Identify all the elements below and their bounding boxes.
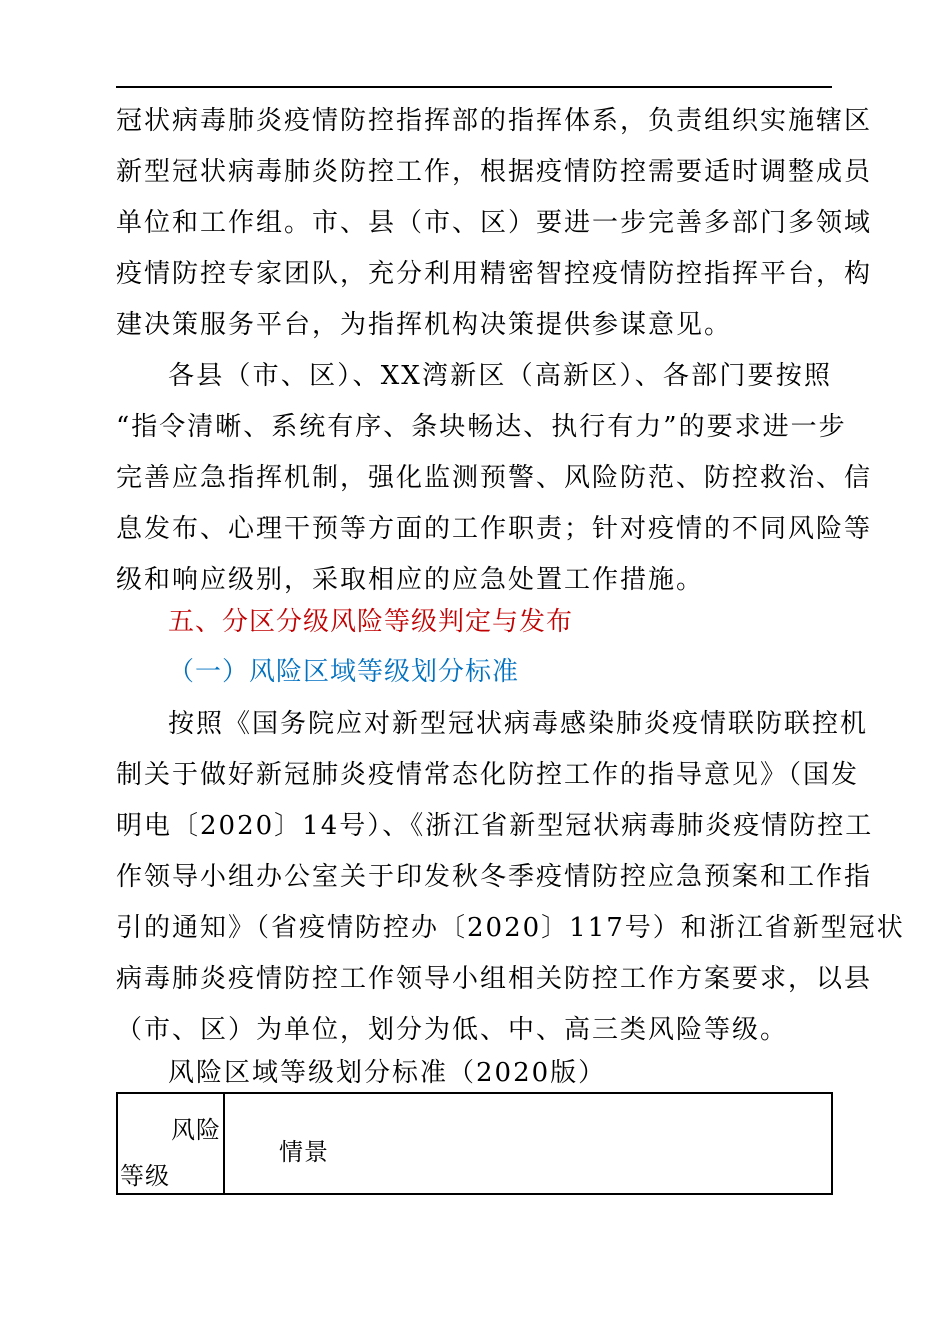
risk-level-table [116, 1092, 833, 1195]
paragraph-1-line-1: 冠状病毒肺炎疫情防控指挥部的指挥体系，负责组织实施辖区 [116, 106, 873, 136]
header-cell-risk-level [117, 1093, 224, 1194]
paragraph-1-line-3: 单位和工作组。市、县（市、区）要进一步完善多部门多领域 [116, 208, 873, 238]
paragraph-3-line-4: 作领导小组办公室关于印发秋冬季疫情防控应急预案和工作指 [116, 862, 873, 892]
header-scenario-label: 情景 [279, 1138, 329, 1166]
paragraph-2-line-5: 级和响应级别，采取相应的应急处置工作措施。 [116, 565, 705, 595]
header-risk-label: 风险 [171, 1116, 221, 1144]
header-rule [116, 86, 832, 88]
subsection-heading: （一）风险区域等级划分标准 [168, 657, 520, 687]
paragraph-1-line-5: 建决策服务平台，为指挥机构决策提供参谋意见。 [116, 310, 733, 340]
paragraph-2-line-2: “指令清晰、系统有序、条块畅达、执行有力”的要求进一步 [116, 412, 847, 442]
table-header-row [117, 1093, 832, 1194]
paragraph-1-line-4: 疫情防控专家团队，充分利用精密智控疫情防控指挥平台，构 [116, 259, 873, 289]
section-heading: 五、分区分级风险等级判定与发布 [168, 607, 574, 637]
paragraph-3-line-2: 制关于做好新冠肺炎疫情常态化防控工作的指导意见》（国发 [116, 760, 860, 790]
paragraph-2-line-4: 息发布、心理干预等方面的工作职责；针对疫情的不同风险等 [116, 514, 873, 544]
header-level-label: 等级 [120, 1162, 170, 1190]
paragraph-3-line-1: 按照《国务院应对新型冠状病毒感染肺炎疫情联防联控机 [168, 709, 869, 739]
paragraph-3-line-7: （市、区）为单位，划分为低、中、高三类风险等级。 [116, 1015, 789, 1045]
header-cell-scenario [224, 1093, 832, 1194]
paragraph-1-line-2: 新型冠状病毒肺炎防控工作，根据疫情防控需要适时调整成员 [116, 157, 873, 187]
paragraph-3-line-3: 明电〔2020〕14号）、《浙江省新型冠状病毒肺炎疫情防控工 [116, 811, 874, 841]
paragraph-3-line-5: 引的通知》（省疫情防控办〔2020〕117号）和浙江省新型冠状 [116, 913, 905, 943]
paragraph-2-line-3: 完善应急指挥机制，强化监测预警、风险防范、防控救治、信 [116, 463, 873, 493]
paragraph-2-line-1: 各县（市、区）、XX湾新区（高新区）、各部门要按照 [168, 361, 832, 391]
table-caption: 风险区域等级划分标准（2020版） [168, 1058, 607, 1088]
paragraph-3-line-6: 病毒肺炎疫情防控工作领导小组相关防控工作方案要求，以县 [116, 964, 873, 994]
